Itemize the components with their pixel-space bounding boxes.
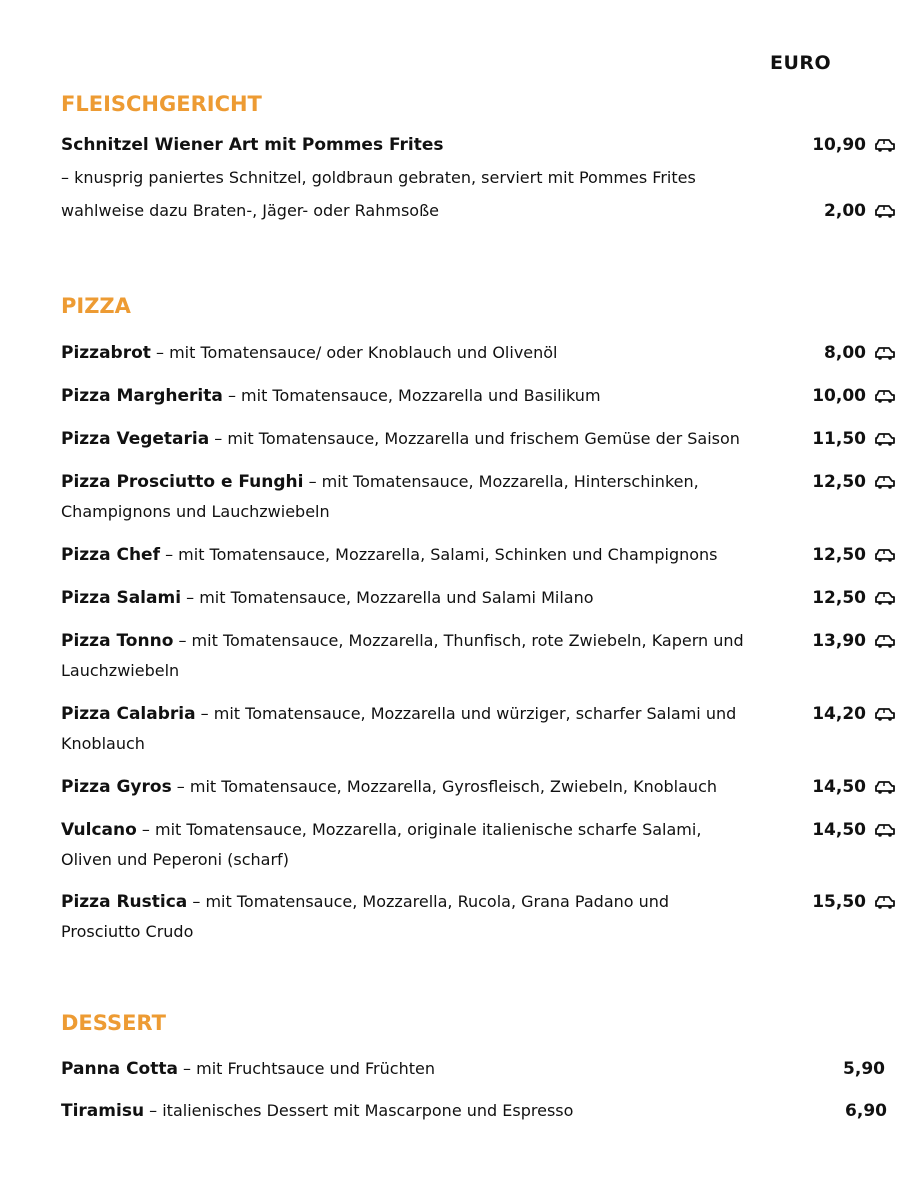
item-name: Pizza Chef [61, 545, 160, 565]
delivery-car-icon [874, 475, 896, 489]
price-box [761, 887, 900, 917]
item-desc: – mit Tomatensauce, Mozzarella, Gyrosfleisch, Zwiebeln, Knoblauch [171, 777, 717, 796]
currency-header: EURO [770, 52, 832, 74]
item-desc: – mit Tomatensauce, Mozzarella und Salami Milano [181, 588, 594, 607]
price-box [761, 338, 900, 368]
menu-item-schnitzel [61, 130, 881, 160]
service-icons [874, 705, 900, 723]
item-name: Pizza Prosciutto e Funghi [61, 472, 304, 492]
delivery-car-icon [874, 346, 896, 360]
item-price: 11,50 [812, 429, 866, 449]
price-box [761, 1096, 900, 1126]
item-desc: – mit Tomatensauce, Mozzarella und Basilikum [222, 386, 601, 405]
service-icons [874, 202, 900, 220]
price-box [761, 772, 900, 802]
item-price: 2,00 [824, 201, 866, 221]
menu-item-pizza [61, 772, 881, 802]
menu-item-note [61, 163, 881, 193]
price-box [761, 1054, 900, 1084]
section-title-pizza: PIZZA [61, 294, 131, 318]
menu-item-pizza [61, 467, 881, 527]
delivery-car-icon [874, 823, 896, 837]
service-icons [874, 632, 900, 650]
price-box [761, 815, 900, 845]
price-box [761, 130, 900, 160]
menu-item-pizza [61, 540, 881, 570]
item-price: 5,90 [843, 1059, 885, 1079]
price-box [761, 467, 900, 497]
menu-item-pizza [61, 338, 881, 368]
price-box [761, 540, 900, 570]
price-box [761, 424, 900, 454]
delivery-car-icon [874, 634, 896, 648]
menu-item-pizza [61, 381, 881, 411]
price-box [761, 196, 900, 226]
price-box [761, 626, 900, 656]
service-icons [874, 546, 900, 564]
item-name: Pizza Gyros [61, 777, 172, 797]
delivery-car-icon [874, 204, 896, 218]
delivery-car-icon [874, 780, 896, 794]
item-name: Schnitzel Wiener Art mit Pommes Frites [61, 135, 444, 155]
service-icons [874, 473, 900, 491]
delivery-car-icon [874, 591, 896, 605]
item-price: 8,00 [824, 343, 866, 363]
item-price: 10,00 [812, 386, 866, 406]
item-desc: – mit Tomatensauce, Mozzarella, originale italienische scharfe Salami, Oliven und Peperoni (scharf) [61, 820, 702, 869]
service-icons [874, 893, 900, 911]
menu-item-sauce-extra [61, 196, 881, 226]
section-title-dessert: DESSERT [61, 1011, 166, 1035]
delivery-car-icon [874, 548, 896, 562]
price-box [761, 381, 900, 411]
item-price: 14,20 [812, 704, 866, 724]
item-desc: – mit Fruchtsauce und Früchten [177, 1059, 435, 1078]
menu-item-pizza [61, 887, 881, 947]
item-name: Pizza Rustica [61, 892, 188, 912]
item-desc: – mit Tomatensauce, Mozzarella und frischem Gemüse der Saison [209, 429, 740, 448]
item-price: 14,50 [812, 777, 866, 797]
item-price: 13,90 [812, 631, 866, 651]
item-name: Pizza Margherita [61, 386, 223, 406]
item-desc: – mit Tomatensauce/ oder Knoblauch und Olivenöl [150, 343, 558, 362]
item-name: Pizzabrot [61, 343, 151, 363]
item-price: 12,50 [812, 472, 866, 492]
item-name: Pizza Vegetaria [61, 429, 210, 449]
menu-item-pizza [61, 424, 881, 454]
menu-item-pizza [61, 815, 881, 875]
delivery-car-icon [874, 707, 896, 721]
item-name: Pizza Tonno [61, 631, 174, 651]
menu-item-panna-cotta [61, 1054, 885, 1084]
menu-item-pizza [61, 699, 881, 759]
service-icons [874, 387, 900, 405]
item-price: 10,90 [812, 135, 866, 155]
item-price: 12,50 [812, 588, 866, 608]
item-price: 15,50 [812, 892, 866, 912]
service-icons [874, 430, 900, 448]
delivery-car-icon [874, 432, 896, 446]
item-price: 14,50 [812, 820, 866, 840]
item-desc: – mit Tomatensauce, Mozzarella, Salami, Schinken und Champignons [159, 545, 718, 564]
price-box [761, 583, 900, 613]
service-icons [874, 778, 900, 796]
item-note: – knusprig paniertes Schnitzel, goldbraun gebraten, serviert mit Pommes Frites [61, 168, 696, 187]
service-icons [874, 136, 900, 154]
item-name: Panna Cotta [61, 1059, 178, 1079]
service-icons [874, 344, 900, 362]
item-desc: – mit Tomatensauce, Mozzarella, Rucola, Grana Padano und Prosciutto Crudo [61, 892, 670, 941]
item-desc: – mit Tomatensauce, Mozzarella und würziger, scharfer Salami und Knoblauch [61, 704, 737, 753]
menu-item-tiramisu [61, 1096, 887, 1126]
item-price: 6,90 [845, 1101, 887, 1121]
item-name: Pizza Salami [61, 588, 182, 608]
item-name: Vulcano [61, 820, 137, 840]
item-desc: – mit Tomatensauce, Mozzarella, Thunfisch, rote Zwiebeln, Kapern und Lauchzwiebeln [61, 631, 744, 680]
item-desc: – italienisches Dessert mit Mascarpone und Espresso [144, 1101, 574, 1120]
item-name: Tiramisu [61, 1101, 145, 1121]
item-extra-text: wahlweise dazu Braten-, Jäger- oder Rahmsoße [61, 201, 439, 220]
delivery-car-icon [874, 138, 896, 152]
delivery-car-icon [874, 389, 896, 403]
price-box [761, 699, 900, 729]
menu-item-pizza [61, 626, 881, 686]
item-name: Pizza Calabria [61, 704, 196, 724]
service-icons [874, 589, 900, 607]
menu-item-pizza [61, 583, 881, 613]
service-icons [874, 821, 900, 839]
section-title-fleischgericht: FLEISCHGERICHT [61, 92, 262, 116]
item-desc: – mit Tomatensauce, Mozzarella, Hinterschinken, Champignons und Lauchzwiebeln [61, 472, 699, 521]
delivery-car-icon [874, 895, 896, 909]
item-price: 12,50 [812, 545, 866, 565]
